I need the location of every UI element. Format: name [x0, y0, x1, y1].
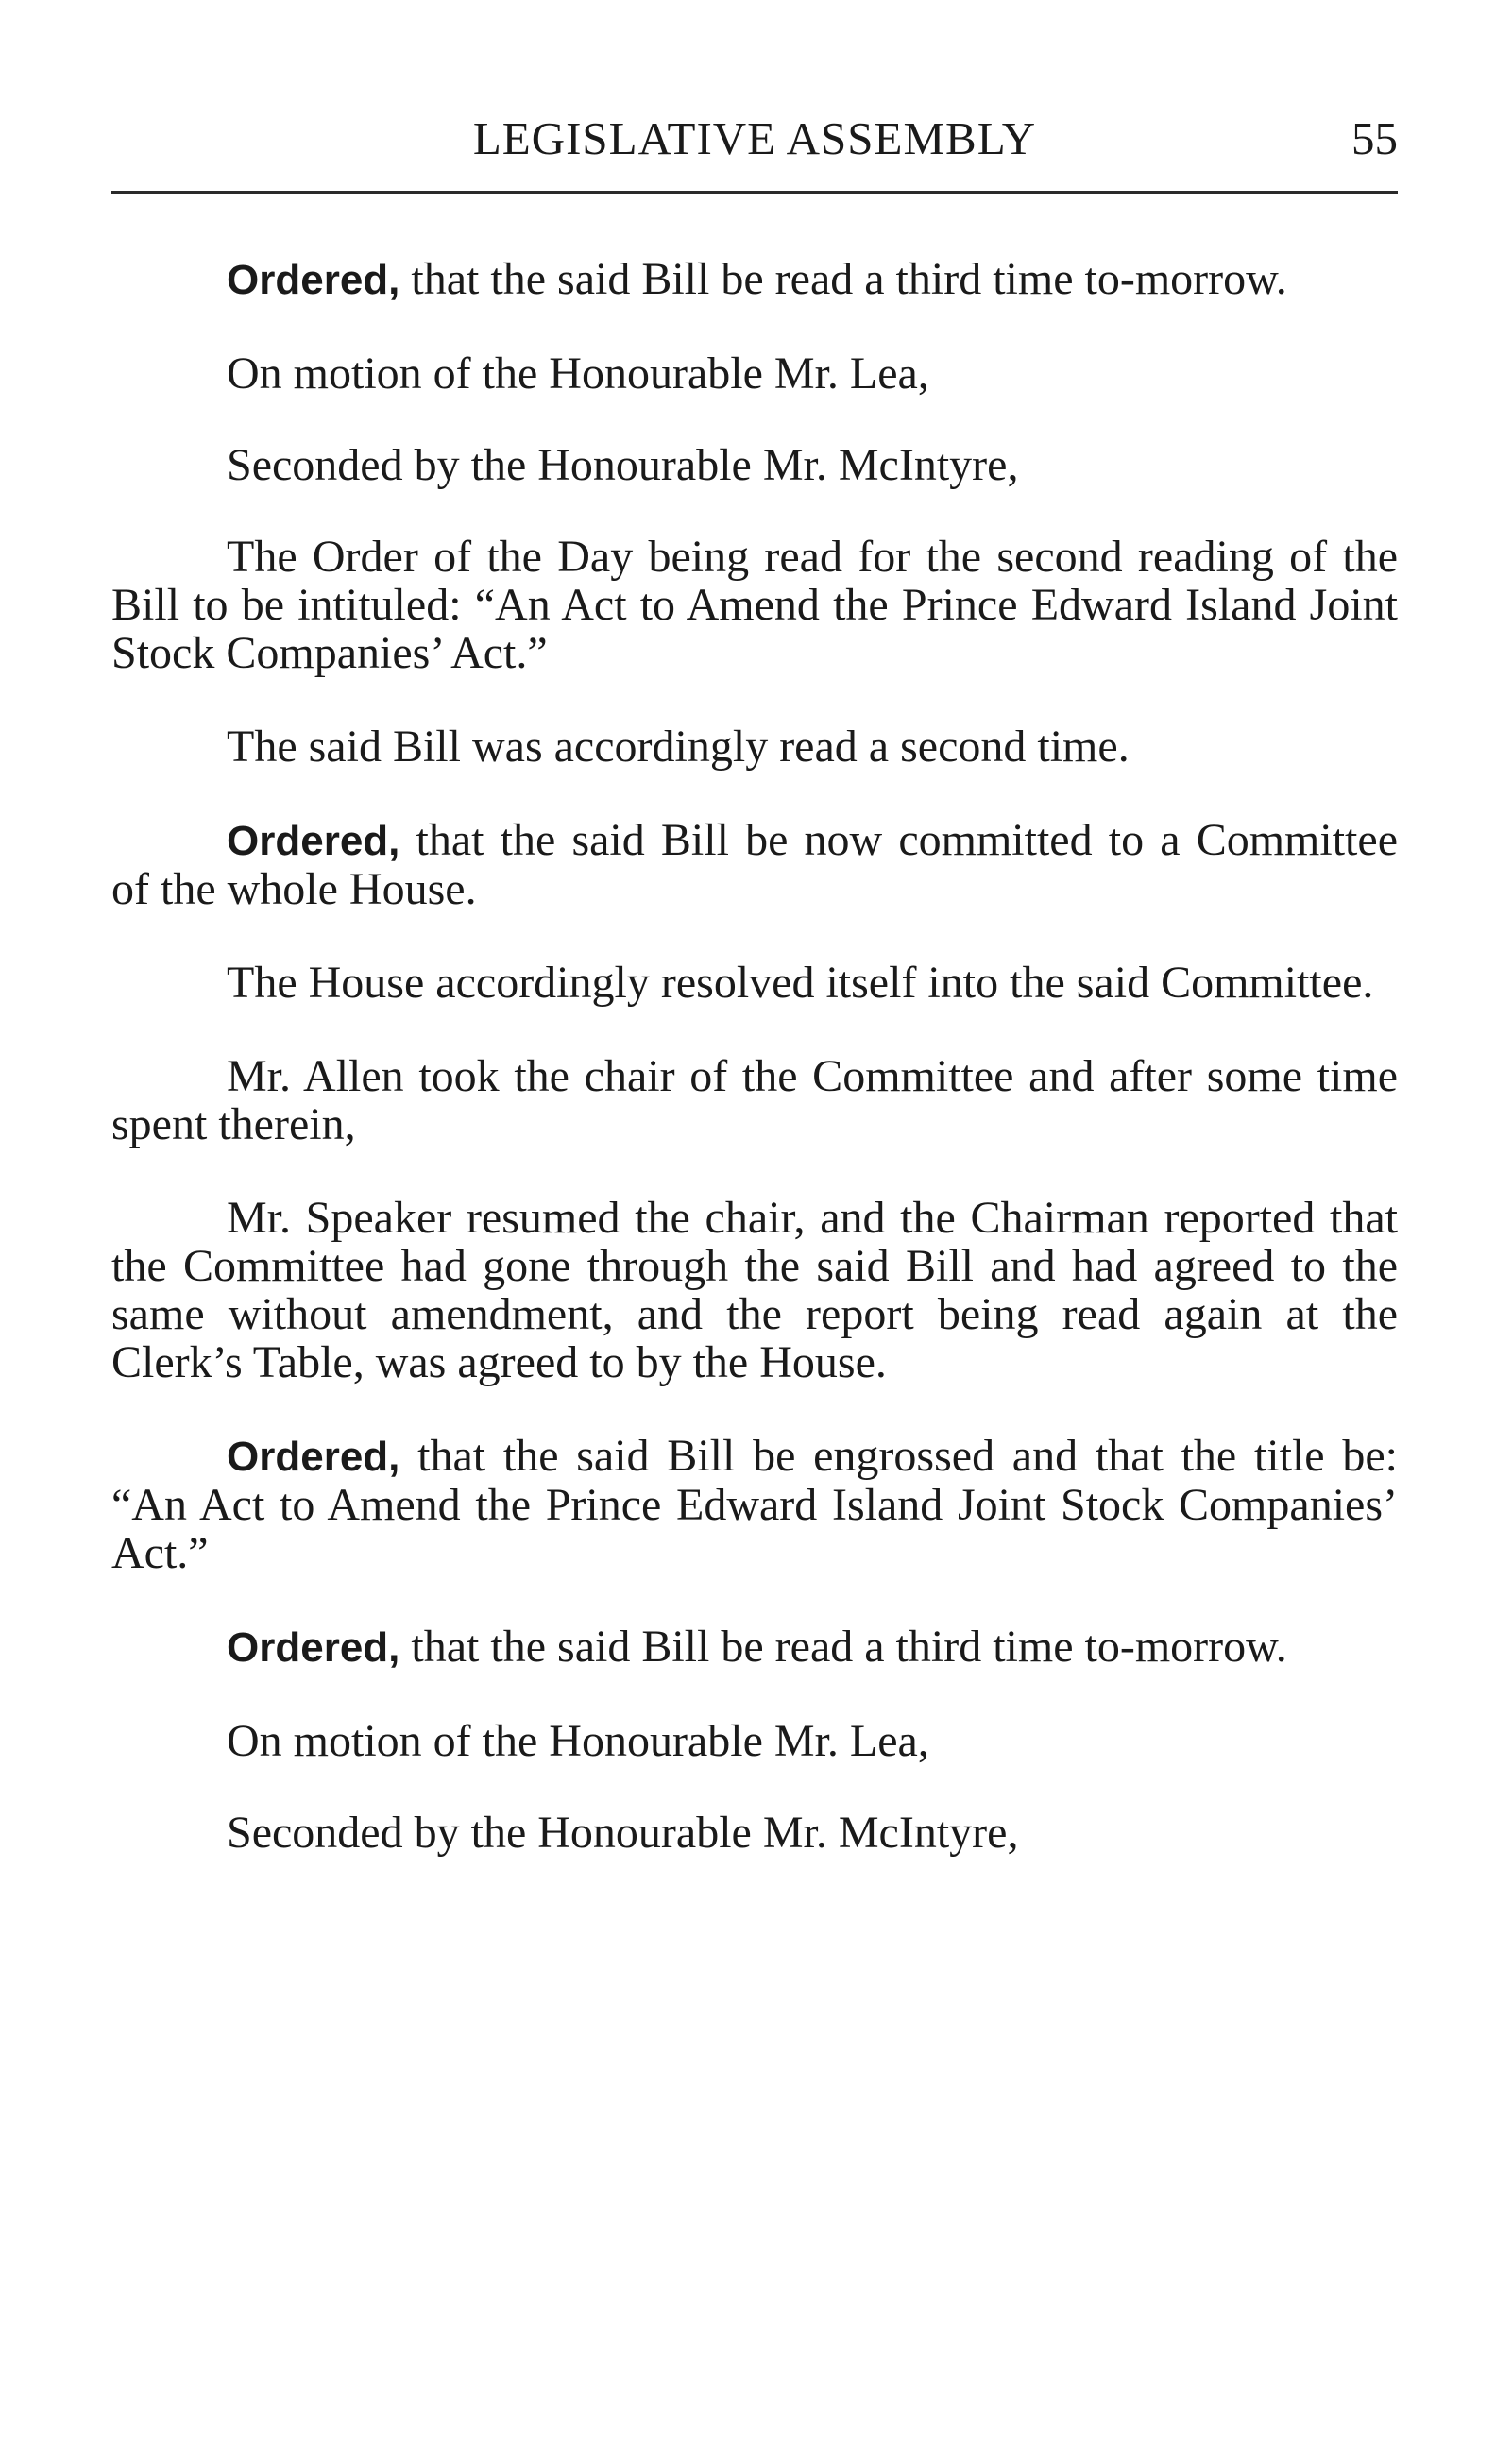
ordered-label: Ordered,: [227, 257, 400, 303]
paragraph-order-of-day: [111, 533, 1398, 677]
paragraph-text: On motion of the Honourable Mr. Lea,: [227, 1716, 929, 1766]
paragraph-text: that the said Bill be read a third time to-morrow.: [399, 1622, 1287, 1672]
paragraph-text: Seconded by the Honourable Mr. McIntyre,: [227, 440, 1019, 490]
paragraph-text: Mr. Allen took the chair of the Committee and after some time spent therein,: [111, 1051, 1398, 1149]
ordered-label: Ordered,: [227, 1434, 400, 1480]
page-number: 55: [1351, 112, 1398, 164]
running-title: LEGISLATIVE ASSEMBLY: [472, 112, 1037, 164]
paragraph-ordered-committed: [111, 816, 1398, 913]
ordered-label: Ordered,: [227, 1624, 400, 1671]
paragraph-text: The Order of the Day being read for the second reading of the Bill to be intituled: “An Act to Amend the Prince Edward Island Joint Stock Companies’ Act.”: [111, 532, 1398, 678]
paragraph-motion: [111, 349, 1398, 398]
paragraph-text: that the said Bill be read a third time to-morrow.: [399, 254, 1287, 304]
paragraph-text: Seconded by the Honourable Mr. McIntyre,: [227, 1808, 1019, 1858]
paragraph-speaker-resumed: [111, 1194, 1398, 1386]
paragraph-text: On motion of the Honourable Mr. Lea,: [227, 348, 929, 399]
paragraph-house-resolved: [111, 959, 1398, 1007]
ordered-label: Ordered,: [227, 818, 400, 864]
paragraph-seconded-2: [111, 1809, 1398, 1857]
paragraph-text: Mr. Speaker resumed the chair, and the Chairman reported that the Committee had gone through the said Bill and had agreed to the same without amendment, and the report being read again at the Clerk’s Table, was agreed to by the House.: [111, 1193, 1398, 1387]
paragraph-ordered-engrossed: [111, 1432, 1398, 1577]
paragraph-text: The said Bill was accordingly read a second time.: [227, 722, 1130, 772]
header-rule: [111, 191, 1398, 194]
paragraph-ordered-third-reading: [111, 255, 1398, 304]
paragraph-motion-2: [111, 1717, 1398, 1765]
paragraph-second-reading: [111, 722, 1398, 771]
paragraph-seconded: [111, 441, 1398, 489]
paragraph-text: that the said Bill be now committed to a Committee of the whole House.: [111, 815, 1398, 914]
running-header: [111, 111, 1398, 178]
journal-body: [111, 255, 1398, 1900]
paragraph-ordered-third-reading-2: [111, 1623, 1398, 1672]
paragraph-chair: [111, 1052, 1398, 1148]
paragraph-text: The House accordingly resolved itself into the said Committee.: [227, 958, 1374, 1008]
paragraph-text: that the said Bill be engrossed and that the title be: “An Act to Amend the Prince Edward Island Joint Stock Companies’ Act.”: [111, 1431, 1398, 1578]
